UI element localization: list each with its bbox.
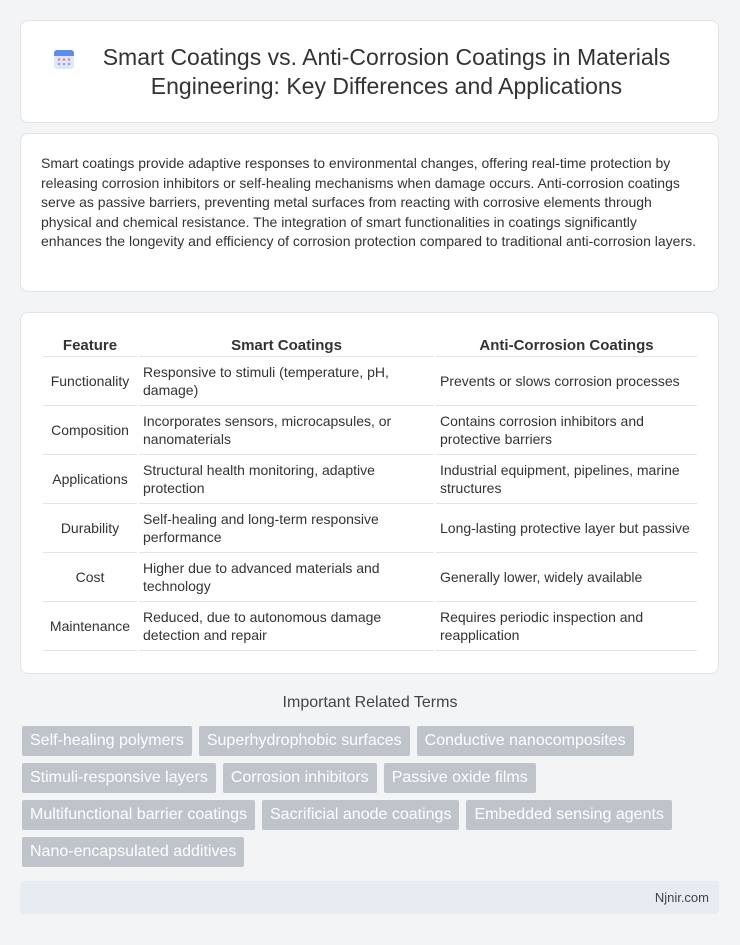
table-header-row [43, 331, 697, 357]
related-term-tag[interactable]: Superhydrophobic surfaces [199, 726, 410, 756]
cell-anti: Prevents or slows corrosion processes [436, 357, 697, 406]
table-row [43, 455, 697, 504]
cell-smart: Incorporates sensors, microcapsules, or nanomaterials [139, 406, 434, 455]
cell-feature: Durability [43, 504, 137, 553]
cell-feature: Cost [43, 553, 137, 602]
cell-anti: Requires periodic inspection and reapplication [436, 602, 697, 651]
intro-card [20, 133, 719, 292]
related-term-tag[interactable]: Corrosion inhibitors [223, 763, 377, 793]
header-feature: Feature [43, 331, 137, 357]
cell-smart: Higher due to advanced materials and technology [139, 553, 434, 602]
cell-anti: Long-lasting protective layer but passive [436, 504, 697, 553]
related-term-tag[interactable]: Self-healing polymers [22, 726, 192, 756]
cell-smart: Reduced, due to autonomous damage detection and repair [139, 602, 434, 651]
page-title: Smart Coatings vs. Anti-Corrosion Coatings in Materials Engineering: Key Differences and Applications [102, 43, 671, 99]
related-terms-title: Important Related Terms [282, 694, 458, 711]
related-term-tag[interactable]: Multifunctional barrier coatings [22, 800, 255, 830]
cell-feature: Composition [43, 406, 137, 455]
title-card [20, 20, 719, 123]
intro-paragraph: Smart coatings provide adaptive responses to environmental changes, offering real-time protection by releasing corrosion inhibitors or self-healing mechanisms when damage occurs. Anti-corrosion coatings serve as passive barriers, preventing metal surfaces from reacting with corrosive elements through physical and chemical resistance. The integration of smart functionalities in coatings significantly enhances the longevity and efficiency of corrosion protection compared to traditional anti-corrosion layers. [41, 155, 696, 249]
related-term-tag[interactable]: Sacrificial anode coatings [262, 800, 459, 830]
related-term-tag[interactable]: Embedded sensing agents [466, 800, 671, 830]
related-terms-list [22, 726, 702, 867]
cell-feature: Functionality [43, 357, 137, 406]
header-smart-coatings: Smart Coatings [139, 331, 434, 357]
related-term-tag[interactable]: Conductive nanocomposites [417, 726, 634, 756]
table-row [43, 357, 697, 406]
cell-smart: Responsive to stimuli (temperature, pH, damage) [139, 357, 434, 406]
footer-site-link[interactable]: Njnir.com [654, 890, 709, 905]
footer-bar [20, 881, 719, 914]
cell-feature: Applications [43, 455, 137, 504]
cell-anti: Generally lower, widely available [436, 553, 697, 602]
comparison-table [41, 331, 699, 651]
table-row [43, 504, 697, 553]
related-term-tag[interactable]: Nano-encapsulated additives [22, 837, 244, 867]
comparison-table-card [20, 312, 719, 674]
table-row [43, 553, 697, 602]
cell-feature: Maintenance [43, 602, 137, 651]
table-row [43, 602, 697, 651]
header-anti-corrosion-coatings: Anti-Corrosion Coatings [436, 331, 697, 357]
table-row [43, 406, 697, 455]
cell-smart: Structural health monitoring, adaptive protection [139, 455, 434, 504]
cell-anti: Industrial equipment, pipelines, marine structures [436, 455, 697, 504]
cell-anti: Contains corrosion inhibitors and protective barriers [436, 406, 697, 455]
cell-smart: Self-healing and long-term responsive performance [139, 504, 434, 553]
related-term-tag[interactable]: Passive oxide films [384, 763, 536, 793]
related-term-tag[interactable]: Stimuli-responsive layers [22, 763, 216, 793]
